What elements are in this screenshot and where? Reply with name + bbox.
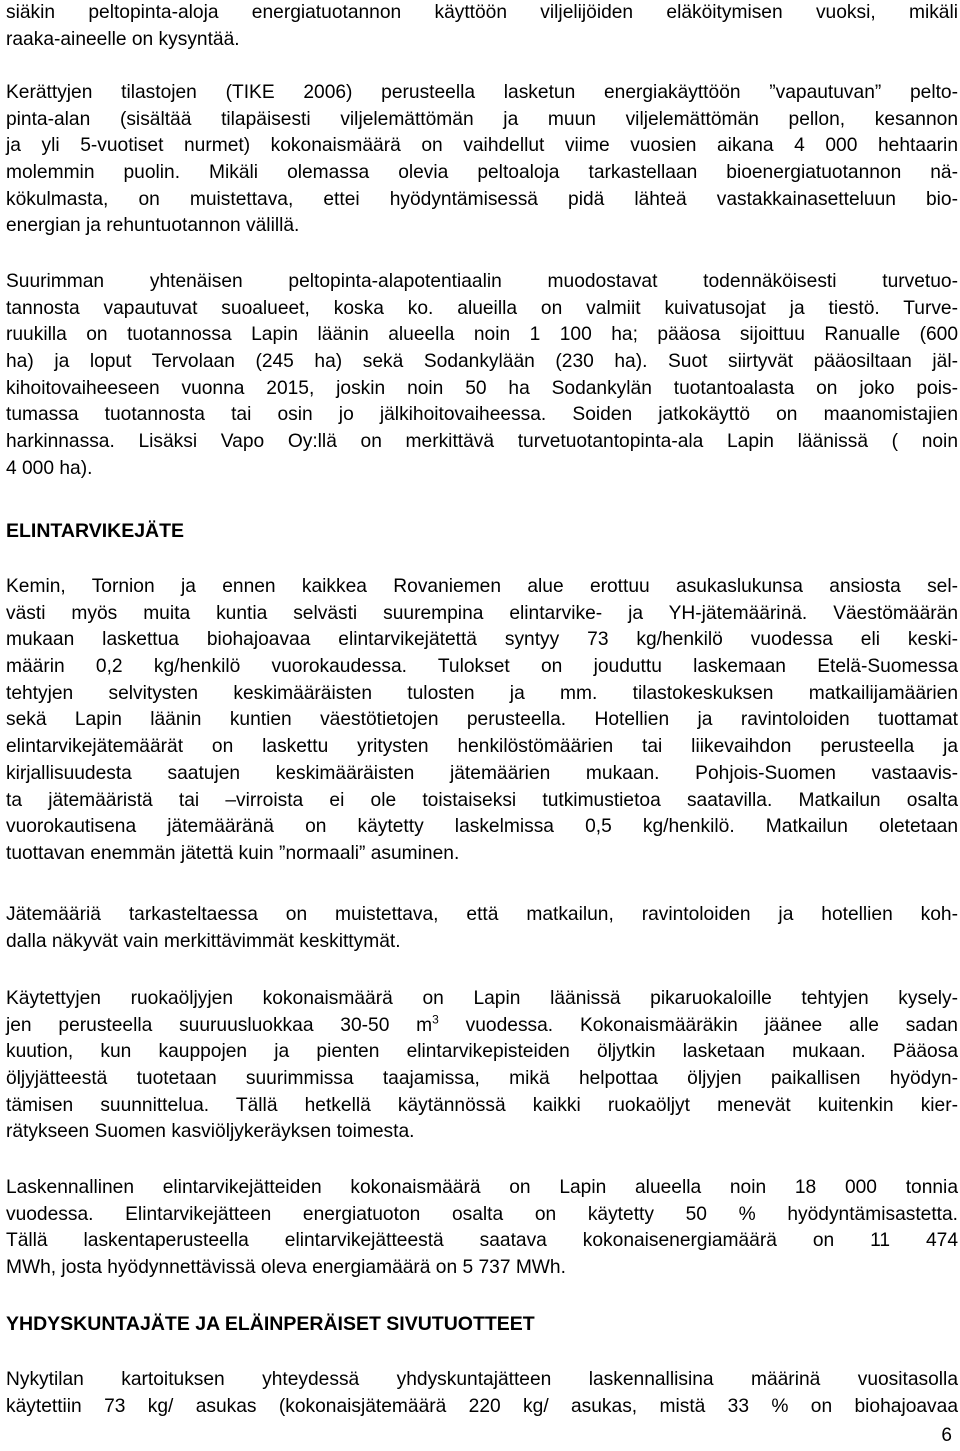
paragraph <box>6 80 958 240</box>
text-line: ta jätemääristä tai –virroista ei ole toistaiseksi tutkimustietoa saatavilla. Matkailun osalta <box>6 789 958 811</box>
text-line: Tällä laskentaperusteella elintarvikejätteestä saatava kokonaisenergiamäärä on 11 474 <box>6 1230 958 1252</box>
text-line: siäkin peltopinta-aloja energiatuotannon käyttöön viljelijöiden eläköitymisen vuoksi, mikäli <box>6 2 958 23</box>
paragraph <box>6 902 958 955</box>
text-line: rätykseen Suomen kasviöljykeräyksen toimesta. <box>6 1121 415 1143</box>
paragraph <box>6 574 958 868</box>
paragraph <box>6 1367 958 1420</box>
text-line: Suurimman yhtenäisen peltopinta-alapotentiaalin muodostavat todennäköisesti turvetuo- <box>6 271 958 292</box>
text-line: pinta-alan (sisältää tilapäisesti viljelemättömän ja muun viljelemättömän pellon, kesannon <box>6 108 958 130</box>
paragraph <box>6 986 958 1146</box>
text-line: Laskennallinen elintarvikejätteiden kokonaismäärä on Lapin alueella noin 18 000 tonnia <box>6 1177 958 1198</box>
text-line: Jätemääriä tarkasteltaessa on muistettava, että matkailun, ravintoloiden ja hotellien koh- <box>6 904 958 925</box>
text-line: määrin 0,2 kg/henkilö vuorokaudessa. Tulokset on jouduttu laskemaan Etelä-Suomessa <box>6 656 958 678</box>
text-line: raaka-aineelle on kysyntää. <box>6 28 240 50</box>
paragraph <box>6 1175 958 1282</box>
text-line: MWh, josta hyödynnettävissä oleva energiamäärä on 5 737 MWh. <box>6 1257 566 1279</box>
text-line <box>6 1013 958 1040</box>
text-line: vuodessa. Elintarvikejätteen energiatuoton osalta on käytetty 50 % hyödyntämisastetta. <box>6 1203 958 1225</box>
text-line: Kerättyjen tilastojen (TIKE 2006) perusteella lasketun energiakäyttöön ”vapautuvan” pelto- <box>6 82 958 103</box>
text-line: kirjallisuudesta saatujen keskimääräisten jätemäärien mukaan. Pohjois-Suomen vastaavis- <box>6 762 958 784</box>
text-line: Kemin, Tornion ja ennen kaikkea Rovaniemen alue erottuu asukaslukunsa ansiosta sel- <box>6 576 958 597</box>
text-line: Käytettyjen ruokaöljyjen kokonaismäärä on Lapin läänissä pikaruokaloille tehtyjen kysely- <box>6 988 958 1009</box>
text-line: käytettiin 73 kg/ asukas (kokonaisjätemäärä 220 kg/ asukas, mistä 33 % on biohajoavaa <box>6 1395 958 1417</box>
text-line: kuution, kun kauppojen ja pienten elintarvikepisteiden öljytkin lasketaan mukaan. Pääosa <box>6 1041 958 1063</box>
text-line: kökulmasta, on muistettava, ettei hyödyntämisessä pidä lähteä vastakkainasetteluun bio- <box>6 188 958 210</box>
superscript: 3 <box>432 1012 439 1027</box>
section-heading-food-waste: ELINTARVIKEJÄTE <box>6 520 185 542</box>
paragraph <box>6 0 958 53</box>
text-line: kihoitovaiheeseen vuonna 2015, joskin noin 50 ha Sodankylän tuotantoalasta on joko pois- <box>6 377 958 399</box>
text-line: tehtyjen selvitysten keskimääräisten tulosten ja mm. tilastokeskuksen matkailijamäärien <box>6 682 958 704</box>
text-line: ruukilla on tuotannossa Lapin läänin alueella noin 1 100 ha; pääosa sijoittuu Ranualle (600 <box>6 324 958 346</box>
text-line: öljyjätteestä tuotetaan suurimmissa taajamissa, mikä helpottaa öljyjen paikallisen hyödyn- <box>6 1068 958 1090</box>
text-line: tämisen suunnittelua. Tällä hetkellä käytännössä kaikki ruokaöljyt menevät kuitenkin kier- <box>6 1094 958 1116</box>
text-line: molemmin puolin. Mikäli olemassa olevia peltoaloja tarkastellaan bioenergiatuotannon nä- <box>6 162 958 184</box>
text-line: dalla näkyvät vain merkittävimmät keskittymät. <box>6 930 401 952</box>
text-fragment: jen perusteella suuruusluokkaa 30-50 m <box>6 1014 433 1036</box>
text-line: sekä Lapin läänin kuntien väestötietojen perusteella. Hotellien ja ravintoloiden tuottamat <box>6 709 958 731</box>
text-line: Nykytilan kartoituksen yhteydessä yhdyskuntajätteen laskennallisina määrinä vuositasolla <box>6 1369 958 1390</box>
text-line: vuorokautisena jätemääränä on käytetty laskelmissa 0,5 kg/henkilö. Matkailun oletetaan <box>6 816 958 838</box>
text-line: elintarvikejätemäärät on laskettu yritysten henkilöstömäärien tai liikevaihdon perusteella ja <box>6 736 958 758</box>
paragraph <box>6 269 958 483</box>
text-fragment: vuodessa. Kokonaismääräkin jäänee alle sadan <box>438 1014 958 1036</box>
section-heading-municipal-waste: YHDYSKUNTAJÄTE JA ELÄINPERÄISET SIVUTUOTTEET <box>6 1313 535 1335</box>
text-line: tannosta vapautuvat suoalueet, koska ko. alueilla on valmiit kuivatusojat ja tiestö. Turve- <box>6 297 958 319</box>
page-number: 6 <box>941 1425 952 1446</box>
text-line: ha) ja loput Tervolaan (245 ha) sekä Sodankylään (230 ha). Suot siirtyvät pääosiltaan jäl- <box>6 351 958 373</box>
text-line: harkinnassa. Lisäksi Vapo Oy:llä on merkittävä turvetuotantopinta-ala Lapin läänissä ( noin <box>6 431 958 453</box>
text-line: 4 000 ha). <box>6 457 93 479</box>
text-line: mukaan laskettua biohajoavaa elintarvikejätettä syntyy 73 kg/henkilö vuodessa eli keski- <box>6 629 958 651</box>
text-line: ja yli 5-vuotiset nurmet) kokonaismäärä on vaihdellut viime vuosien aikana 4 000 hehtaarin <box>6 135 958 157</box>
text-line: tuottavan enemmän jätettä kuin ”normaali” asuminen. <box>6 842 460 864</box>
text-line: energian ja rehuntuotannon välillä. <box>6 215 300 237</box>
text-line: västi myös muita kuntia selvästi suurempina elintarvike- ja YH-jätemäärinä. Väestömäärän <box>6 602 958 624</box>
text-line: tumassa tuotannosta tai osin jo jälkihoitovaiheessa. Soiden jatkokäyttö on maanomistajien <box>6 404 958 426</box>
